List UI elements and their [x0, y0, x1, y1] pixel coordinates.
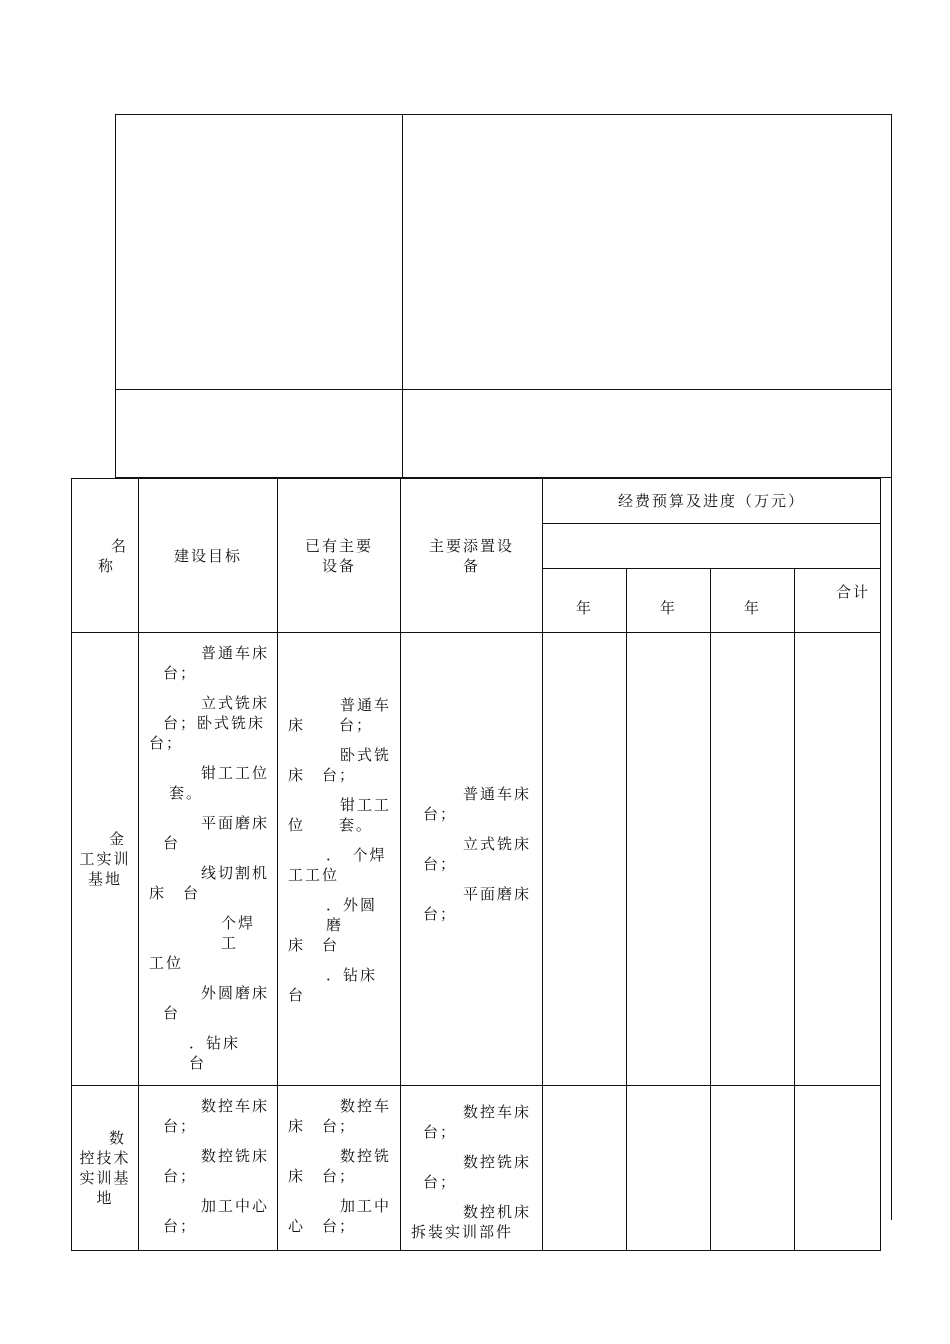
header-year-3: 年	[711, 569, 795, 633]
row-name: 数 控技术 实训基 地	[72, 1086, 139, 1251]
row-year-2-value	[627, 633, 711, 1086]
header-budget-sub	[543, 524, 881, 569]
row-year-1-value	[543, 1086, 627, 1251]
row-goals: 普通车床 台； 立式铣床 台；卧式铣床 台； 钳工工位 套。 平面磨床 台 线切割机 床 台 个焊工 工位 外圆磨床 台 ．钻床 台	[139, 633, 278, 1086]
header-existing: 已有主要 设备	[278, 479, 401, 633]
row-total-value	[795, 633, 881, 1086]
upper-table-divider	[402, 115, 403, 477]
row-add: 数控车床 台； 数控铣床 台； 数控机床 拆装实训部件	[401, 1086, 543, 1251]
header-year-1: 年	[543, 569, 627, 633]
row-add: 普通车床 台； 立式铣床 台； 平面磨床 台；	[401, 633, 543, 1086]
header-total: 合计	[795, 569, 881, 633]
table-right-edge-line	[891, 478, 892, 1220]
upper-empty-table	[115, 114, 892, 478]
row-existing: 普通车 床 台； 卧式铣 床 台； 钳工工 位 套。 ． 个焊 工工位 ．外圆磨 床 台 ．钻床 台	[278, 633, 401, 1086]
header-add: 主要添置设 备	[401, 479, 543, 633]
row-existing: 数控车 床 台； 数控铣 床 台； 加工中 心 台；	[278, 1086, 401, 1251]
table-row	[72, 1086, 881, 1251]
header-name: 名 称	[72, 479, 139, 633]
row-year-3-value	[711, 633, 795, 1086]
row-year-3-value	[711, 1086, 795, 1251]
row-name: 金 工实训 基地	[72, 633, 139, 1086]
header-goal: 建设目标	[139, 479, 278, 633]
row-year-2-value	[627, 1086, 711, 1251]
budget-table	[71, 478, 881, 1251]
row-year-1-value	[543, 633, 627, 1086]
header-budget: 经费预算及进度（万元）	[543, 479, 881, 524]
row-total-value	[795, 1086, 881, 1251]
row-goals: 数控车床 台； 数控铣床 台； 加工中心 台；	[139, 1086, 278, 1251]
header-year-2: 年	[627, 569, 711, 633]
table-row	[72, 633, 881, 1086]
upper-table-row-divider	[116, 389, 891, 390]
